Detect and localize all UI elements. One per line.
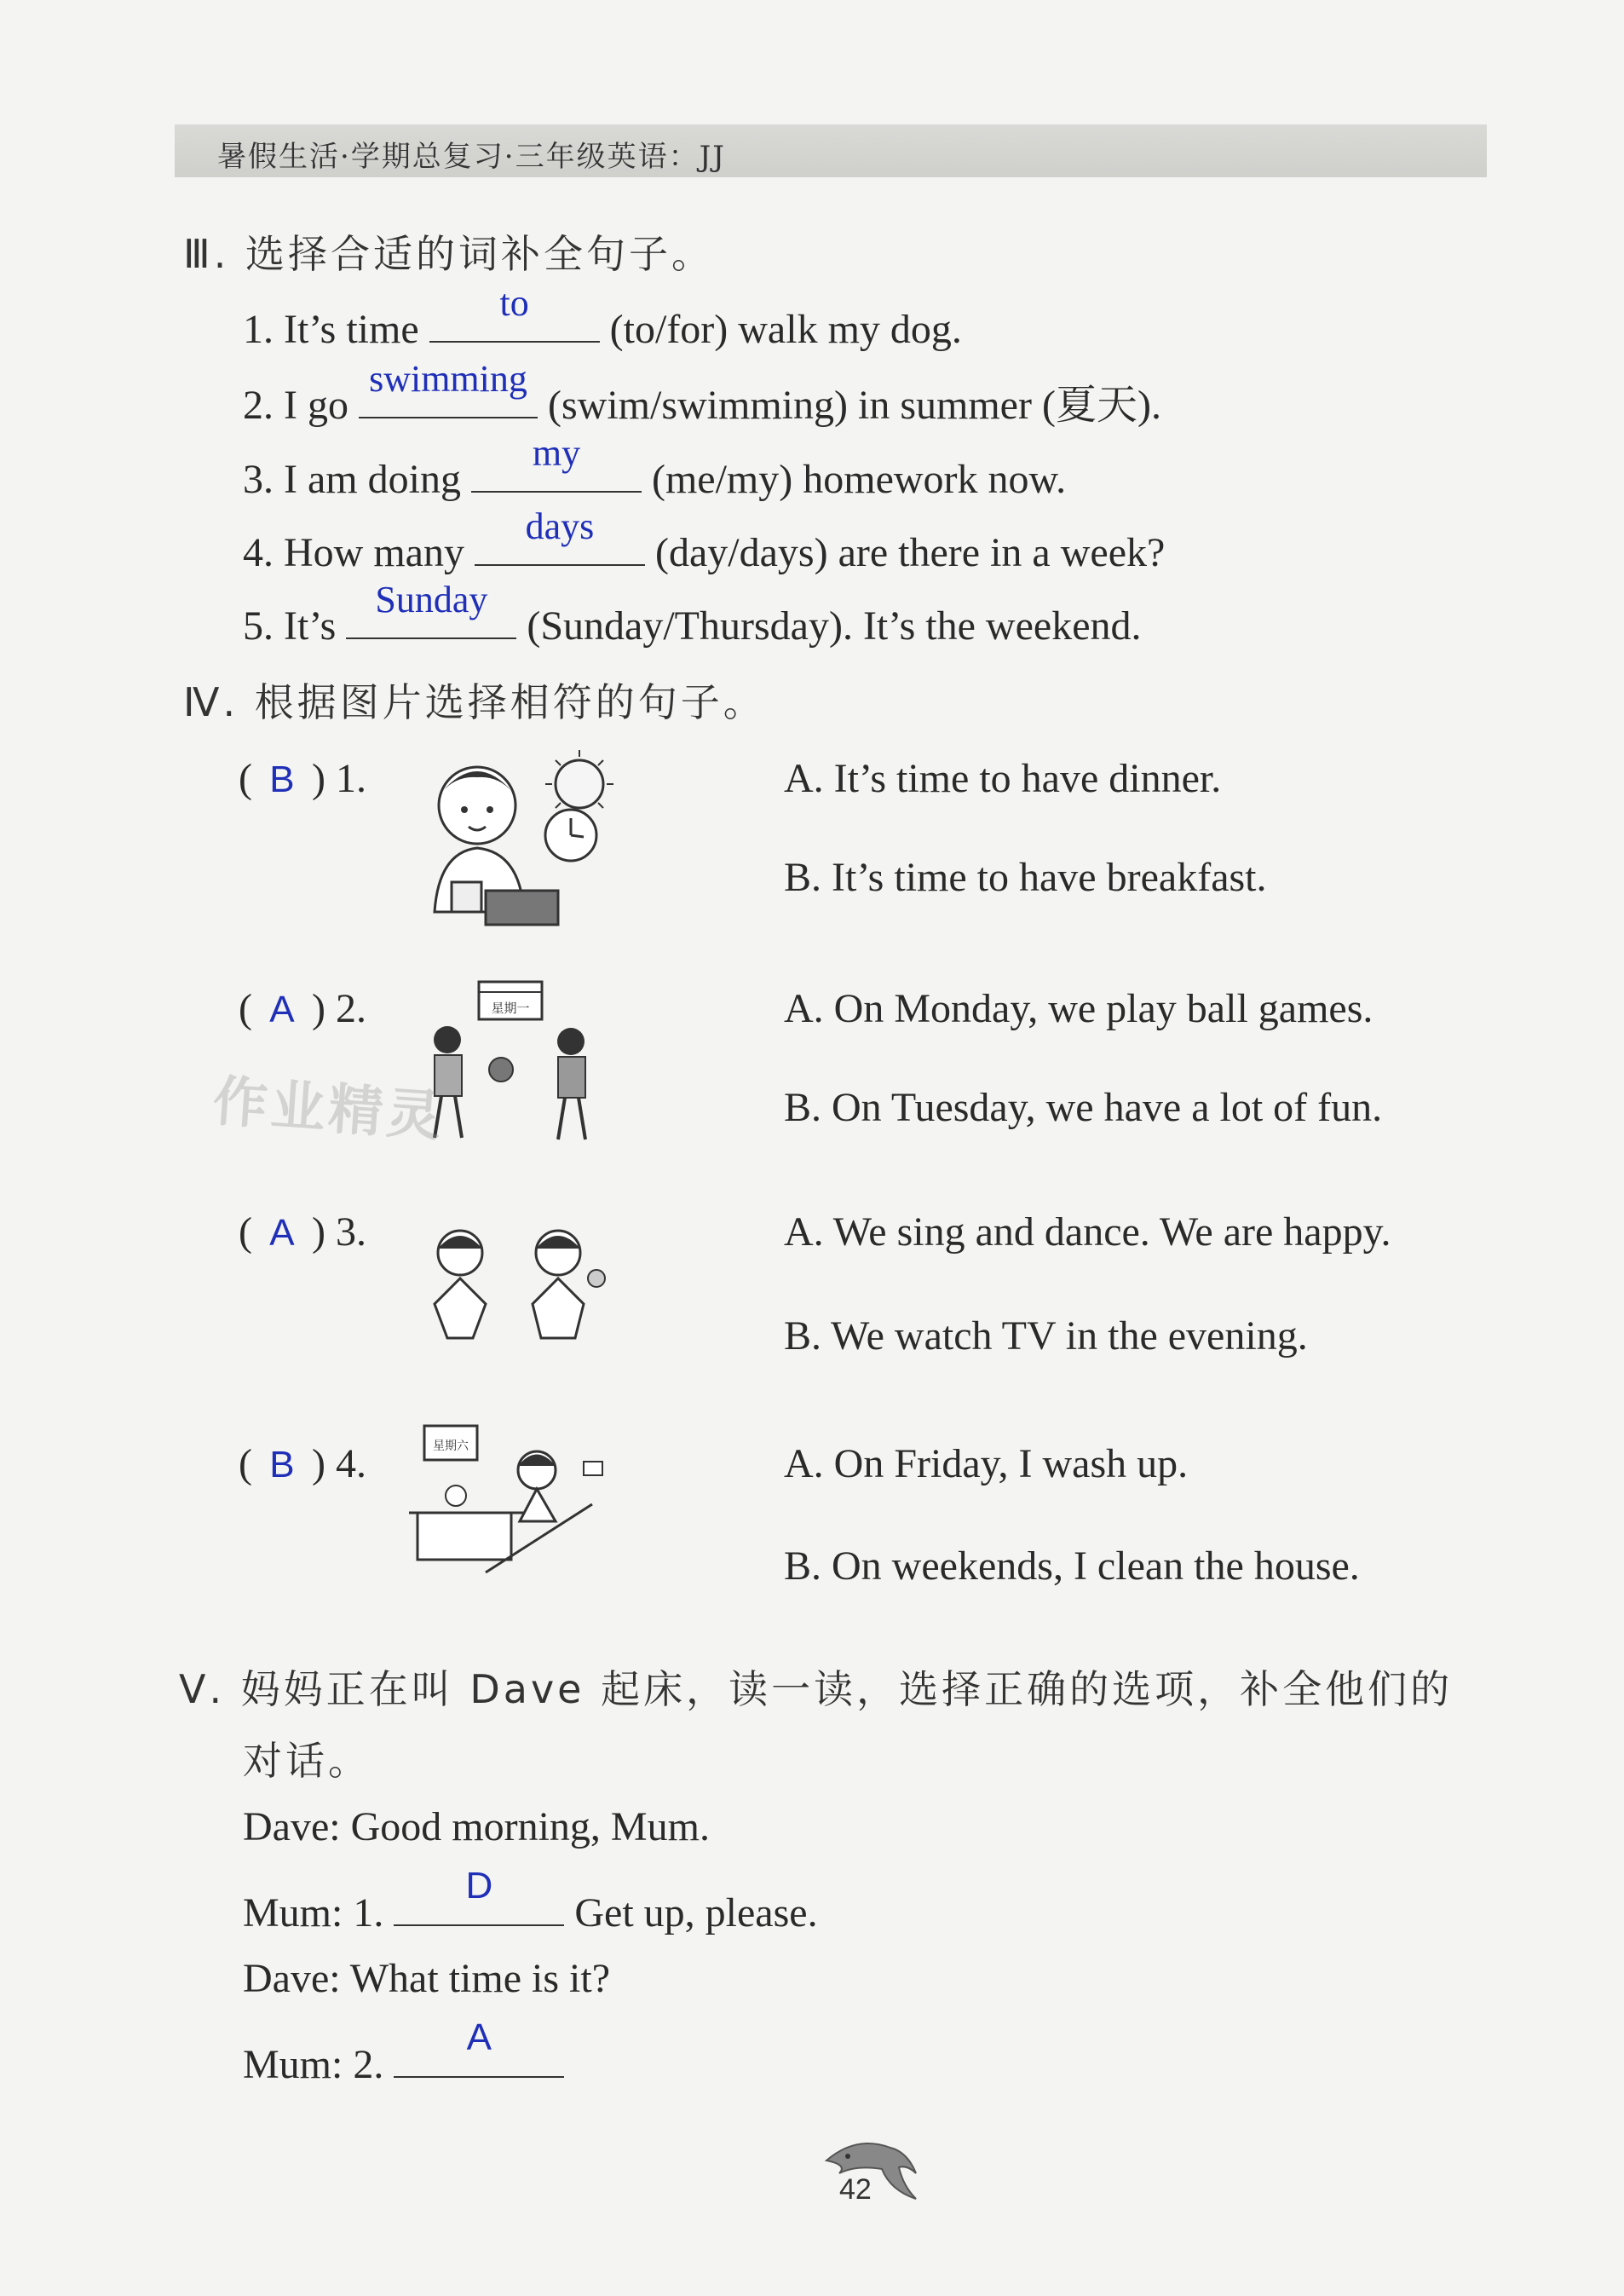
section-4-title: Ⅳ. 根据图片选择相符的句子。 bbox=[183, 679, 766, 725]
s4-item-2-option-a: A. On Monday, we play ball games. bbox=[784, 986, 1373, 1031]
s3-item-3-before: 3. I am doing bbox=[243, 457, 461, 502]
section-5-title-line2: 对话。 bbox=[243, 1738, 371, 1784]
s4-item-4-prompt bbox=[239, 1440, 366, 1487]
s4-item-3-num: ) 3. bbox=[311, 1209, 366, 1255]
section-3-title: Ⅲ. 选择合适的词补全句子。 bbox=[183, 231, 714, 277]
s4-item-1-prompt bbox=[239, 755, 366, 802]
s3-item-1 bbox=[243, 282, 962, 353]
s3-item-4-after: (day/days) are there in a week? bbox=[654, 530, 1166, 575]
s3-item-5 bbox=[243, 579, 1142, 649]
header-title: 暑假生活·学期总复习·三年级英语：JJ bbox=[217, 140, 726, 174]
s3-item-2-answer: swimming bbox=[369, 358, 527, 400]
s5-line-2-before: Mum: 1. bbox=[243, 1890, 384, 1935]
watermark: 作业精灵 bbox=[210, 1070, 446, 1150]
calendar-sign-text-saturday: 星期六 bbox=[433, 1439, 469, 1453]
s4-item-1-option-b: B. It’s time to have breakfast. bbox=[784, 855, 1267, 900]
section-5-title-line1: Ⅴ. 妈妈正在叫 Dave 起床，读一读，选择正确的选项，补全他们的 bbox=[179, 1666, 1454, 1712]
s3-item-2-before: 2. I go bbox=[243, 383, 348, 428]
s5-line-4-blank bbox=[394, 2016, 564, 2078]
s4-item-4-option-b: B. On weekends, I clean the house. bbox=[784, 1543, 1360, 1589]
s3-item-1-after: (to/for) walk my dog. bbox=[609, 307, 962, 352]
s3-item-3-answer: my bbox=[532, 432, 581, 474]
s3-item-4 bbox=[243, 505, 1166, 576]
s4-item-3-option-b: B. We watch TV in the evening. bbox=[784, 1313, 1308, 1359]
s3-item-1-blank bbox=[429, 282, 600, 343]
calendar-sign-text: 星期一 bbox=[491, 1001, 530, 1016]
s3-item-3 bbox=[243, 432, 1067, 503]
s5-line-2 bbox=[243, 1865, 818, 1936]
boy-breakfast-illustration bbox=[400, 741, 631, 937]
s3-item-4-before: 4. How many bbox=[243, 530, 464, 575]
s5-line-2-after: Get up, please. bbox=[574, 1890, 818, 1935]
s4-item-3-open-paren: ( bbox=[239, 1209, 252, 1255]
s5-line-3: Dave: What time is it? bbox=[243, 1956, 610, 2001]
s3-item-2 bbox=[243, 358, 1161, 430]
s4-item-3-prompt bbox=[239, 1209, 366, 1255]
s3-item-5-blank bbox=[346, 579, 516, 639]
s4-item-1-answer: B bbox=[269, 759, 295, 800]
s4-item-1-open-paren: ( bbox=[239, 756, 252, 801]
s4-item-3-answer: A bbox=[269, 1212, 295, 1254]
s5-line-4-before: Mum: 2. bbox=[243, 2042, 384, 2087]
s5-line-1: Dave: Good morning, Mum. bbox=[243, 1804, 710, 1849]
s4-item-2-answer: A bbox=[269, 989, 295, 1030]
s4-item-4-open-paren: ( bbox=[239, 1441, 252, 1486]
s4-item-4-answer: B bbox=[269, 1444, 295, 1485]
s5-line-2-blank bbox=[394, 1865, 564, 1926]
s3-item-3-blank bbox=[471, 432, 642, 493]
cleaning-house-illustration bbox=[409, 1419, 605, 1589]
page-number: 42 bbox=[839, 2173, 872, 2206]
s4-item-2-prompt bbox=[239, 985, 366, 1032]
s4-item-4-num: ) 4. bbox=[311, 1441, 366, 1486]
s3-item-5-before: 5. It’s bbox=[243, 603, 337, 649]
s4-item-3-option-a: A. We sing and dance. We are happy. bbox=[784, 1209, 1391, 1255]
s4-item-2-open-paren: ( bbox=[239, 986, 252, 1031]
s3-item-5-after: (Sunday/Thursday). It’s the weekend. bbox=[527, 603, 1142, 649]
s3-item-2-after: (swim/swimming) in summer (夏天). bbox=[547, 383, 1161, 428]
s3-item-1-answer: to bbox=[499, 282, 529, 324]
s3-item-4-answer: days bbox=[525, 505, 595, 547]
s5-line-2-answer: D bbox=[465, 1865, 493, 1907]
sing-dance-illustration bbox=[409, 1210, 613, 1364]
s4-item-1-option-a: A. It’s time to have dinner. bbox=[784, 756, 1222, 801]
s3-item-4-blank bbox=[475, 505, 645, 566]
dolphin-icon bbox=[822, 2126, 924, 2203]
s5-line-4-answer: A bbox=[466, 2016, 492, 2058]
s4-item-2-num: ) 2. bbox=[311, 986, 366, 1031]
s4-item-1-num: ) 1. bbox=[311, 756, 366, 801]
s3-item-3-after: (me/my) homework now. bbox=[651, 457, 1067, 502]
s5-line-4 bbox=[243, 2016, 564, 2088]
header-bar bbox=[175, 124, 1487, 177]
s3-item-1-before: 1. It’s time bbox=[243, 307, 419, 352]
s3-item-2-blank bbox=[359, 358, 538, 418]
s3-item-5-answer: Sunday bbox=[375, 579, 488, 620]
s4-item-4-option-a: A. On Friday, I wash up. bbox=[784, 1441, 1189, 1486]
s4-item-2-option-b: B. On Tuesday, we have a lot of fun. bbox=[784, 1085, 1383, 1130]
